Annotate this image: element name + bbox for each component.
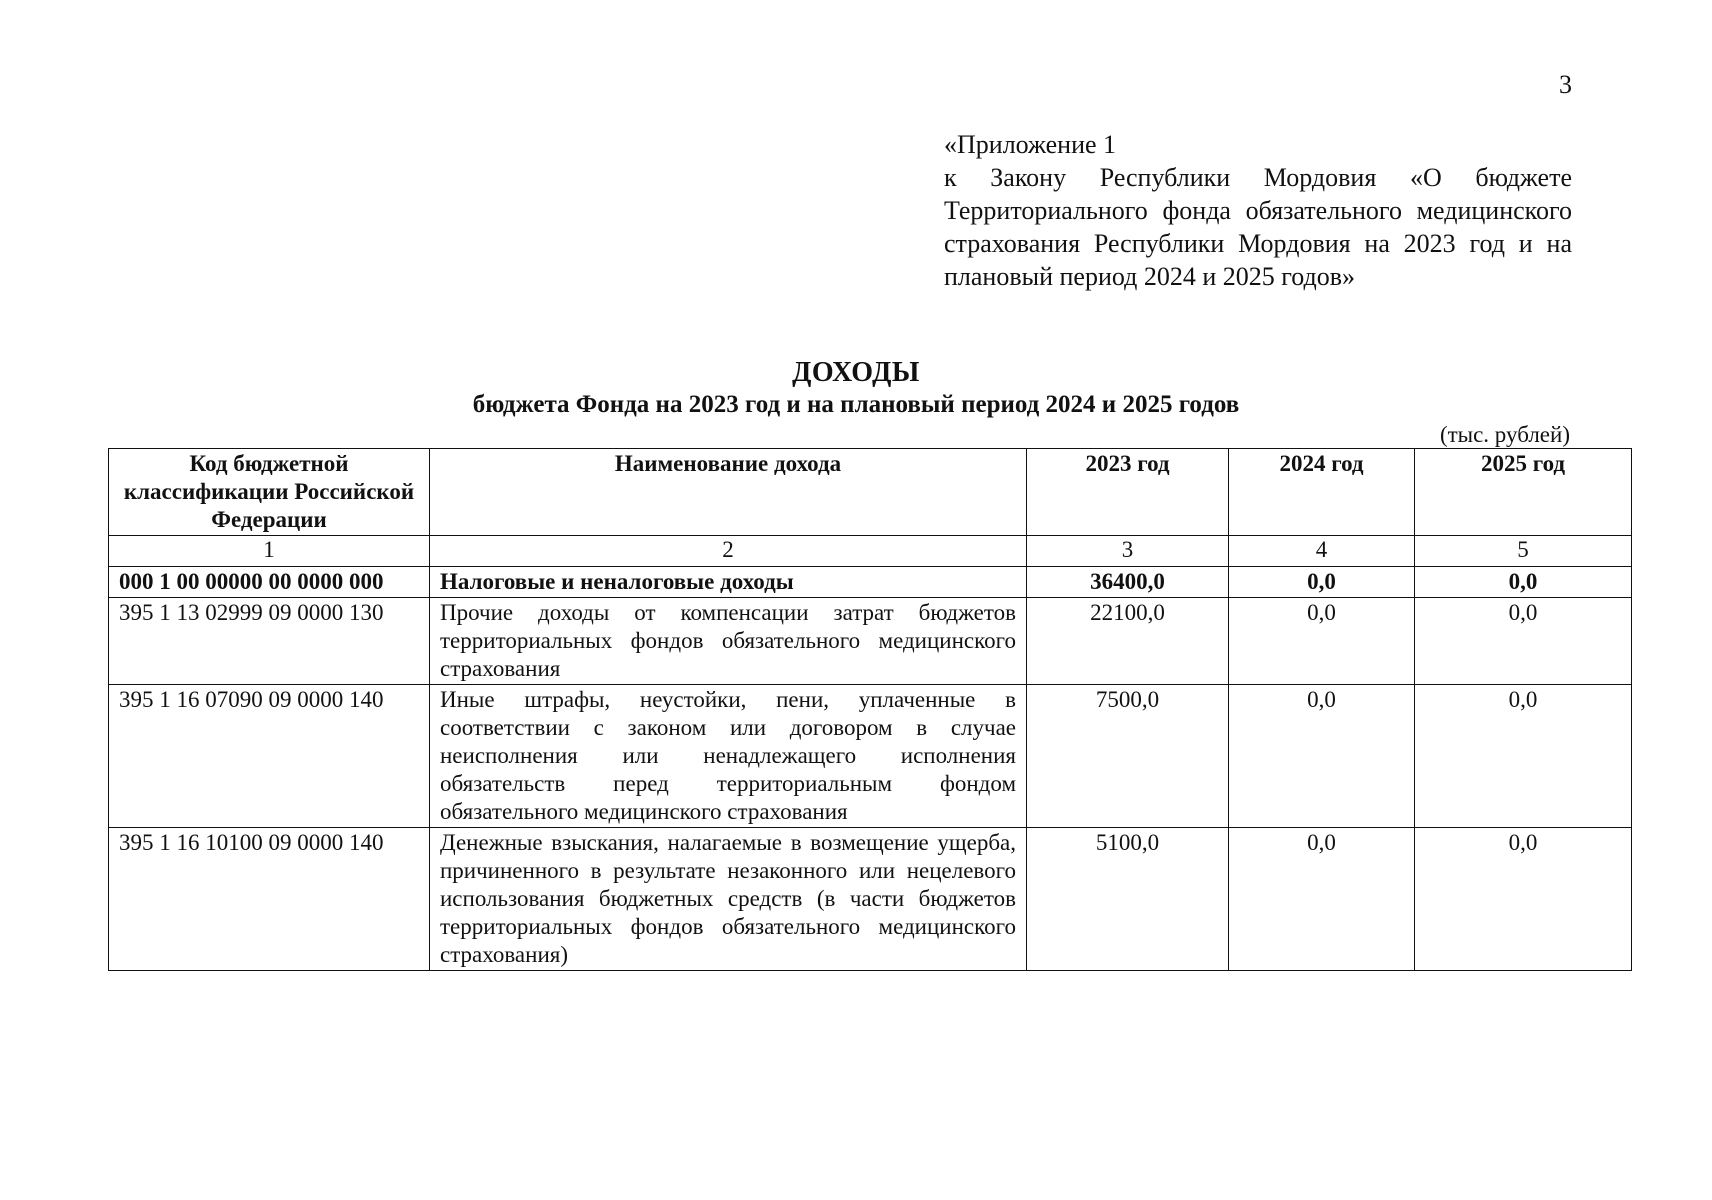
header-2025: 2025 год xyxy=(1415,449,1632,536)
header-2024: 2024 год xyxy=(1229,449,1415,536)
column-number: 1 xyxy=(109,536,430,567)
row-value-2023: 36400,0 xyxy=(1027,567,1229,598)
column-number: 4 xyxy=(1229,536,1415,567)
table-row xyxy=(109,598,1632,685)
row-value-2025: 0,0 xyxy=(1415,598,1632,685)
row-name: Прочие доходы от компенсации затрат бюджетов территориальных фондов обязательного медицинского страхования xyxy=(430,598,1027,685)
column-number: 5 xyxy=(1415,536,1632,567)
row-value-2025: 0,0 xyxy=(1415,685,1632,828)
row-name: Денежные взыскания, налагаемые в возмещение ущерба, причиненного в результате незаконного или нецелевого использования бюджетных средств (в части бюджетов территориальных фондов обязательного медицинского страхования) xyxy=(430,828,1027,971)
row-code: 395 1 13 02999 09 0000 130 xyxy=(109,598,430,685)
column-number-row xyxy=(109,536,1632,567)
row-value-2024: 0,0 xyxy=(1229,598,1415,685)
row-name: Иные штрафы, неустойки, пени, уплаченные в соответствии с законом или договором в случае неисполнения или ненадлежащего исполнения обязательств перед территориальным фондом обязательного медицинского страхования xyxy=(430,685,1027,828)
row-name: Налоговые и неналоговые доходы xyxy=(430,567,1027,598)
table-row xyxy=(109,685,1632,828)
row-code: 395 1 16 07090 09 0000 140 xyxy=(109,685,430,828)
document-title: ДОХОДЫ xyxy=(792,357,920,388)
income-table xyxy=(108,448,1632,971)
table-row xyxy=(109,828,1632,971)
row-value-2025: 0,0 xyxy=(1415,567,1632,598)
header-name: Наименование дохода xyxy=(430,449,1027,536)
table-row-total xyxy=(109,567,1632,598)
row-value-2025: 0,0 xyxy=(1415,828,1632,971)
document-subtitle: бюджета Фонда на 2023 год и на плановый период 2024 и 2025 годов xyxy=(472,391,1240,418)
header-2023: 2023 год xyxy=(1027,449,1229,536)
row-value-2023: 7500,0 xyxy=(1027,685,1229,828)
table-header-row xyxy=(109,449,1632,536)
units-label: (тыс. рублей) xyxy=(1439,422,1570,447)
appendix-title: «Приложение 1 xyxy=(944,130,1117,159)
appendix-reference xyxy=(944,128,1572,293)
header-code: Код бюджетной классификации Российской Федерации xyxy=(109,449,430,536)
row-code: 395 1 16 10100 09 0000 140 xyxy=(109,828,430,971)
row-value-2023: 22100,0 xyxy=(1027,598,1229,685)
column-number: 2 xyxy=(430,536,1027,567)
page-number: 3 xyxy=(1559,70,1572,99)
row-value-2024: 0,0 xyxy=(1229,567,1415,598)
row-value-2024: 0,0 xyxy=(1229,828,1415,971)
row-value-2023: 5100,0 xyxy=(1027,828,1229,971)
row-code: 000 1 00 00000 00 0000 000 xyxy=(109,567,430,598)
column-number: 3 xyxy=(1027,536,1229,567)
row-value-2024: 0,0 xyxy=(1229,685,1415,828)
appendix-body: к Закону Республики Мордовия «О бюджете Территориального фонда обязательного медицинского страхования Республики Мордовия на 2023 год и на плановый период 2024 и 2025 годов» xyxy=(944,163,1572,291)
